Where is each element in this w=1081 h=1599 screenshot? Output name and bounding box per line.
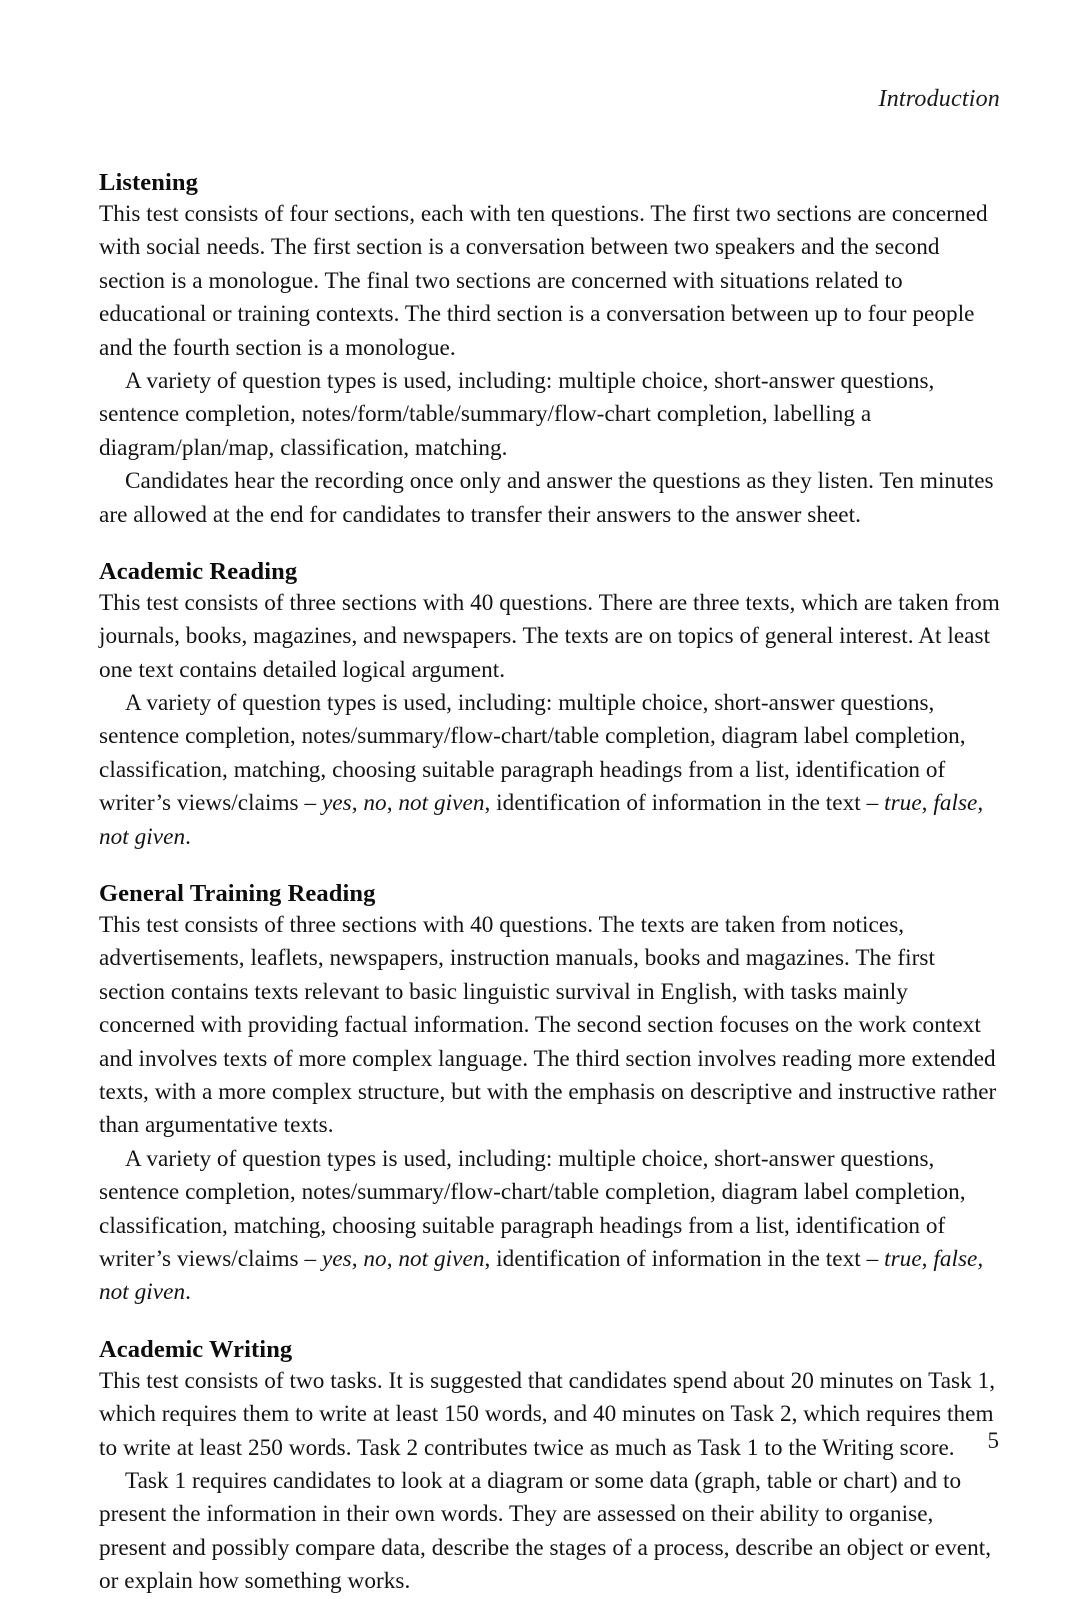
plain-text: , identification of information in the text – [484, 1246, 885, 1272]
page-content [99, 168, 1002, 1599]
body-paragraph: This test consists of two tasks. It is suggested that candidates spend about 20 minutes on Task 1, which requires them to write at least 150 words, and 40 minutes on Task 2, which requires them to write at least 250 words. Task 2 contributes twice as much as Task 1 to the Writing score. [99, 1367, 996, 1461]
plain-text: . [185, 1279, 191, 1306]
body-paragraph: A variety of question types is used, including: multiple choice, short-answer questions, sentence completion, notes/form/table/summary/flow-chart completion, labelling a diagram/plan/map, classification, matching. [99, 367, 935, 461]
body-paragraph [99, 1143, 1002, 1310]
plain-text: A variety of question types is used, including: multiple choice, short-answer questions, sentence completion, notes/summary/flow-chart/table completion, diagram label completion, classification, matching, choosing suitable paragraph headings from a list, identification of writer’s views/claims – [99, 690, 966, 817]
section-heading: Academic Writing [99, 1335, 293, 1363]
body-paragraph: Candidates hear the recording once only and answer the questions as they listen. Ten minutes are allowed at the end for candidates to transfer their answers to the answer sheet. [99, 468, 994, 528]
document-section [99, 879, 1002, 1310]
plain-text: , identification of information in the text – [484, 790, 885, 817]
section-heading: Listening [99, 169, 198, 196]
plain-text: . [185, 823, 191, 850]
body-paragraph: This test consists of four sections, each with ten questions. The first two sections are concerned with social needs. The first section is a conversation between two speakers and the second section is a monologue. The final two sections are concerned with situations related to educational or training contexts. The third section is a conversation between up to four people and the fourth section is a monologue. [99, 200, 988, 361]
section-heading: General Training Reading [99, 880, 376, 908]
document-section [99, 168, 1002, 532]
body-paragraph: Task 1 requires candidates to look at a diagram or some data (graph, table or chart) and to present the information in their own words. They are assessed on their ability to organise, present and possibly compare data, describe the stages of a process, describe an object or event, or explain how something works. [99, 1467, 992, 1595]
body-paragraph [99, 687, 1002, 854]
body-paragraph: This test consists of three sections with 40 questions. There are three texts, which are taken from journals, books, magazines, and newspapers. The texts are on topics of general interest. At least one text contains detailed logical argument. [99, 589, 1000, 683]
document-section [99, 1335, 1002, 1599]
plain-text: A variety of question types is used, including: multiple choice, short-answer questions, sentence completion, notes/summary/flow-chart/table completion, diagram label completion, classification, matching, choosing suitable paragraph headings from a list, identification of writer’s views/claims – [99, 1145, 966, 1272]
section-heading: Academic Reading [99, 557, 298, 585]
body-paragraph: This test consists of three sections with 40 questions. The texts are taken from notices, advertisements, leaflets, newspapers, instruction manuals, books and magazines. The first section contains texts relevant to basic linguistic survival in English, with tasks mainly concerned with providing factual information. The second section focuses on the work context and involves texts of more complex language. The third section involves reading more extended texts, with a more complex structure, but with the emphasis on descriptive and instructive rather than argumentative texts. [99, 911, 997, 1139]
emphasis-text: true, false, not given [99, 1246, 984, 1306]
document-section [99, 557, 1002, 854]
emphasis-text: true, false, not given [99, 790, 984, 850]
emphasis-text: yes, no, not given [321, 1246, 485, 1272]
page-number: 5 [987, 1428, 999, 1453]
running-head: Introduction [878, 86, 1000, 112]
emphasis-text: yes, no, not given [321, 790, 485, 817]
